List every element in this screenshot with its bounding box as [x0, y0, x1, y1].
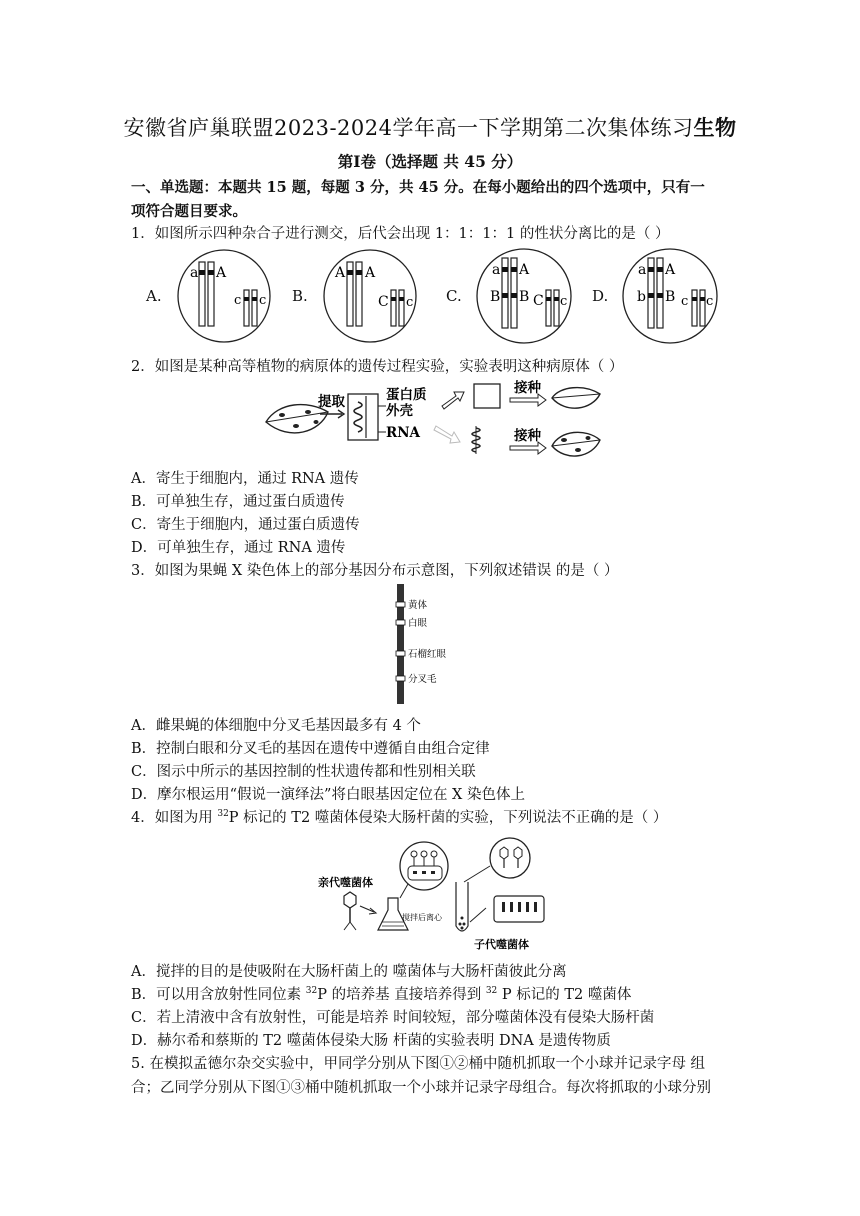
q1-cell-b-diagram — [320, 250, 422, 346]
offspring-phage-label: 子代噬菌体 — [474, 938, 529, 951]
q1d-allele-bottom-right: B — [665, 289, 676, 305]
instructions-line-1: 一、单选题：本题共 15 题，每题 3 分，共 45 分。在每小题给出的四个选项中，只有一 — [131, 179, 705, 196]
inoculate-label-bottom: 接种 — [514, 428, 541, 444]
q1-option-a-label: A. — [146, 287, 162, 305]
gene-label-garnet-eye: 石榴红眼 — [408, 649, 447, 660]
q1c-small-right: c — [560, 294, 568, 309]
q4-option-b: B．可以用含放射性同位素 $^{32}$P 的培养基 直接培养得到 $^{32}$ P 标记的 T2 噬菌体 — [131, 986, 632, 1003]
centrifuge-label: 搅拌后离心 — [402, 913, 442, 922]
protein-label-1: 蛋白质 — [386, 387, 427, 403]
instructions-line-2: 项符合题目要求。 — [131, 203, 247, 220]
q1-option-d-label: D. — [592, 287, 609, 305]
q1-cell-d-diagram — [620, 246, 722, 346]
q1a-small-right: c — [259, 293, 267, 308]
q1b-allele-left: A — [335, 265, 346, 281]
q1b-small-right: c — [406, 295, 414, 310]
q5-line-1: 5. 在模拟孟德尔杂交实验中，甲同学分别从下图①②桶中随机抓取一个小球并记录字母 组 — [131, 1056, 706, 1072]
q1c-allele-bottom-right: B — [519, 289, 530, 305]
q1a-small-left: c — [234, 293, 242, 308]
gene-label-forked-bristle: 分叉毛 — [408, 674, 437, 685]
inoculate-label-top: 接种 — [514, 380, 541, 396]
q4-option-a: A．搅拌的目的是使吸附在大肠杆菌上的 噬菌体与大肠杆菌彼此分离 — [131, 964, 567, 980]
q2-option-b: B．可单独生存，通过蛋白质遗传 — [131, 494, 345, 510]
protein-label-2: 外壳 — [386, 403, 413, 419]
q2-virus-diagram — [262, 382, 602, 462]
q1-option-b-label: B. — [292, 287, 308, 305]
q3-option-b: B．控制白眼和分叉毛的基因在遗传中遵循自由组合定律 — [131, 741, 490, 757]
q1d-allele-bottom-left: b — [637, 289, 646, 305]
q3-option-c: C．图示中所示的基因控制的性状遗传都和性别相关联 — [131, 764, 476, 780]
section-heading: 第Ⅰ卷（选择题 共 45 分） — [337, 152, 523, 171]
q1a-allele-left: a — [190, 265, 199, 281]
q4-option-d: D．赫尔希和蔡斯的 T2 噬菌体侵染大肠 杆菌的实验表明 DNA 是遗传物质 — [131, 1033, 611, 1049]
gene-label-white-eye: 白眼 — [408, 618, 428, 629]
parent-phage-icon — [344, 892, 356, 930]
gene-label-yellow-body: 黄体 — [408, 600, 428, 611]
q1a-allele-right: A — [216, 265, 227, 281]
q4-stem: 4．如图为用 $^{32}$P 标记的 T2 噬菌体侵染大肠杆菌的实验，下列说法不正确的是（ ） — [131, 809, 668, 826]
q2-option-c: C．寄生于细胞内，通过蛋白质遗传 — [131, 517, 360, 533]
q5-line-2: 合；乙同学分别从下图①③桶中随机抓取一个小球并记录字母组合。每次将抓取的小球分别 — [131, 1080, 711, 1096]
q1d-allele-top-right: A — [665, 262, 676, 278]
q1d-allele-top-left: a — [638, 262, 647, 278]
q4-phage-diagram — [314, 836, 554, 950]
infected-leaf-result-icon — [552, 432, 600, 456]
healthy-leaf-icon — [552, 388, 600, 409]
q1-stem: 1．如图所示四种杂合子进行测交，后代会出现 1：1：1：1 的性状分离比的是（ ） — [131, 226, 670, 242]
q1b-small-left: C — [378, 294, 389, 310]
q1-option-c-label: C. — [446, 287, 462, 305]
q3-option-a: A．雌果蝇的体细胞中分叉毛基因最多有 4 个 — [131, 718, 421, 734]
q2-option-a: A．寄生于细胞内，通过 RNA 遗传 — [131, 471, 359, 487]
q2-option-d: D．可单独生存，通过 RNA 遗传 — [131, 540, 346, 556]
q1c-allele-top-right: A — [519, 262, 530, 278]
q3-option-d: D．摩尔根运用“假说一演绎法”将白眼基因定位在 X 染色体上 — [131, 787, 525, 803]
q1c-allele-bottom-left: B — [490, 289, 501, 305]
parent-phage-label: 亲代噬菌体 — [318, 876, 373, 889]
exam-title: 安徽省庐巢联盟2023-2024学年高一下学期第二次集体练习生物 — [123, 115, 737, 140]
q1d-small-right: c — [706, 294, 714, 309]
q3-stem: 3．如图为果蝇 X 染色体上的部分基因分布示意图，下列叙述错误 的是（ ） — [131, 563, 619, 579]
rna-label: RNA — [386, 425, 421, 441]
q1b-allele-right: A — [365, 265, 376, 281]
q1c-small-left: C — [533, 293, 544, 309]
q2-stem: 2．如图是某种高等植物的病原体的遗传过程实验，实验表明这种病原体（ ） — [131, 359, 624, 375]
q4-option-c: C．若上清液中含有放射性，可能是培养 时间较短，部分噬菌体没有侵染大肠杆菌 — [131, 1010, 655, 1026]
q3-x-chromosome-diagram — [395, 584, 475, 706]
q1-cell-c-diagram — [474, 246, 576, 346]
extract-label: 提取 — [318, 394, 345, 410]
q1d-small-left: c — [681, 294, 689, 309]
q1c-allele-top-left: a — [492, 262, 501, 278]
q1-cell-a-diagram — [174, 250, 276, 346]
